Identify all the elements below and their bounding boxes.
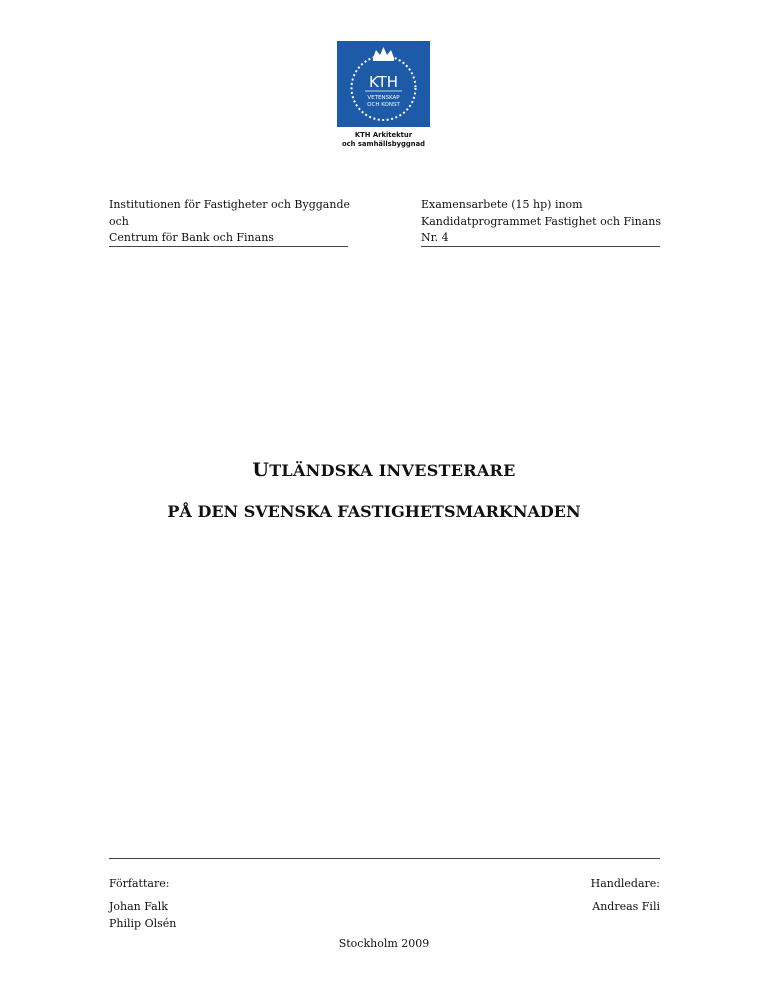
kth-logo: [337, 41, 430, 127]
supervisor-name: Andreas Fili: [592, 900, 660, 913]
thesis-line-3: Nr. 4: [421, 231, 449, 244]
kth-emblem: [337, 41, 430, 127]
author-1: Johan Falk: [109, 900, 168, 913]
title-rest: TLÄNDSKA INVESTERARE: [269, 461, 516, 480]
title-line-1: [0, 459, 768, 481]
department-line-2: och: [109, 214, 129, 228]
crown-icon: [373, 47, 394, 58]
logo-caption: [300, 131, 467, 149]
title-initial: U: [252, 459, 270, 481]
authors-label: Författare:: [109, 877, 170, 890]
supervisor-label: Handledare:: [590, 877, 660, 890]
logo-caption-line-2: och samhällsbyggnad: [341, 140, 426, 148]
thesis-line-2: Kandidatprogrammet Fastighet och Finans: [421, 214, 661, 228]
place-year: Stockholm 2009: [338, 937, 430, 950]
department-line-1: Institutionen för Fastigheter och Byggande: [109, 198, 350, 211]
department-line-3: Centrum för Bank och Finans: [109, 231, 274, 244]
logo-motto-1: VETENSKAP: [367, 95, 400, 101]
thesis-info: [421, 197, 661, 247]
logo-wordmark: KTH: [368, 73, 399, 91]
footer-rule: [109, 858, 660, 859]
thesis-line-1: Examensarbete (15 hp) inom: [421, 198, 583, 211]
logo-motto-2: OCH KONST: [367, 102, 400, 108]
department-info: [109, 197, 350, 247]
title-line-2: PÅ DEN SVENSKA FASTIGHETSMARKNADEN: [167, 502, 581, 521]
author-2: Philip Olsén: [109, 916, 177, 930]
header-rule-left: [109, 246, 348, 247]
header-rule-right: [421, 246, 660, 247]
logo-caption-line-1: KTH Arkitektur: [354, 131, 413, 139]
authors-list: [109, 899, 176, 932]
